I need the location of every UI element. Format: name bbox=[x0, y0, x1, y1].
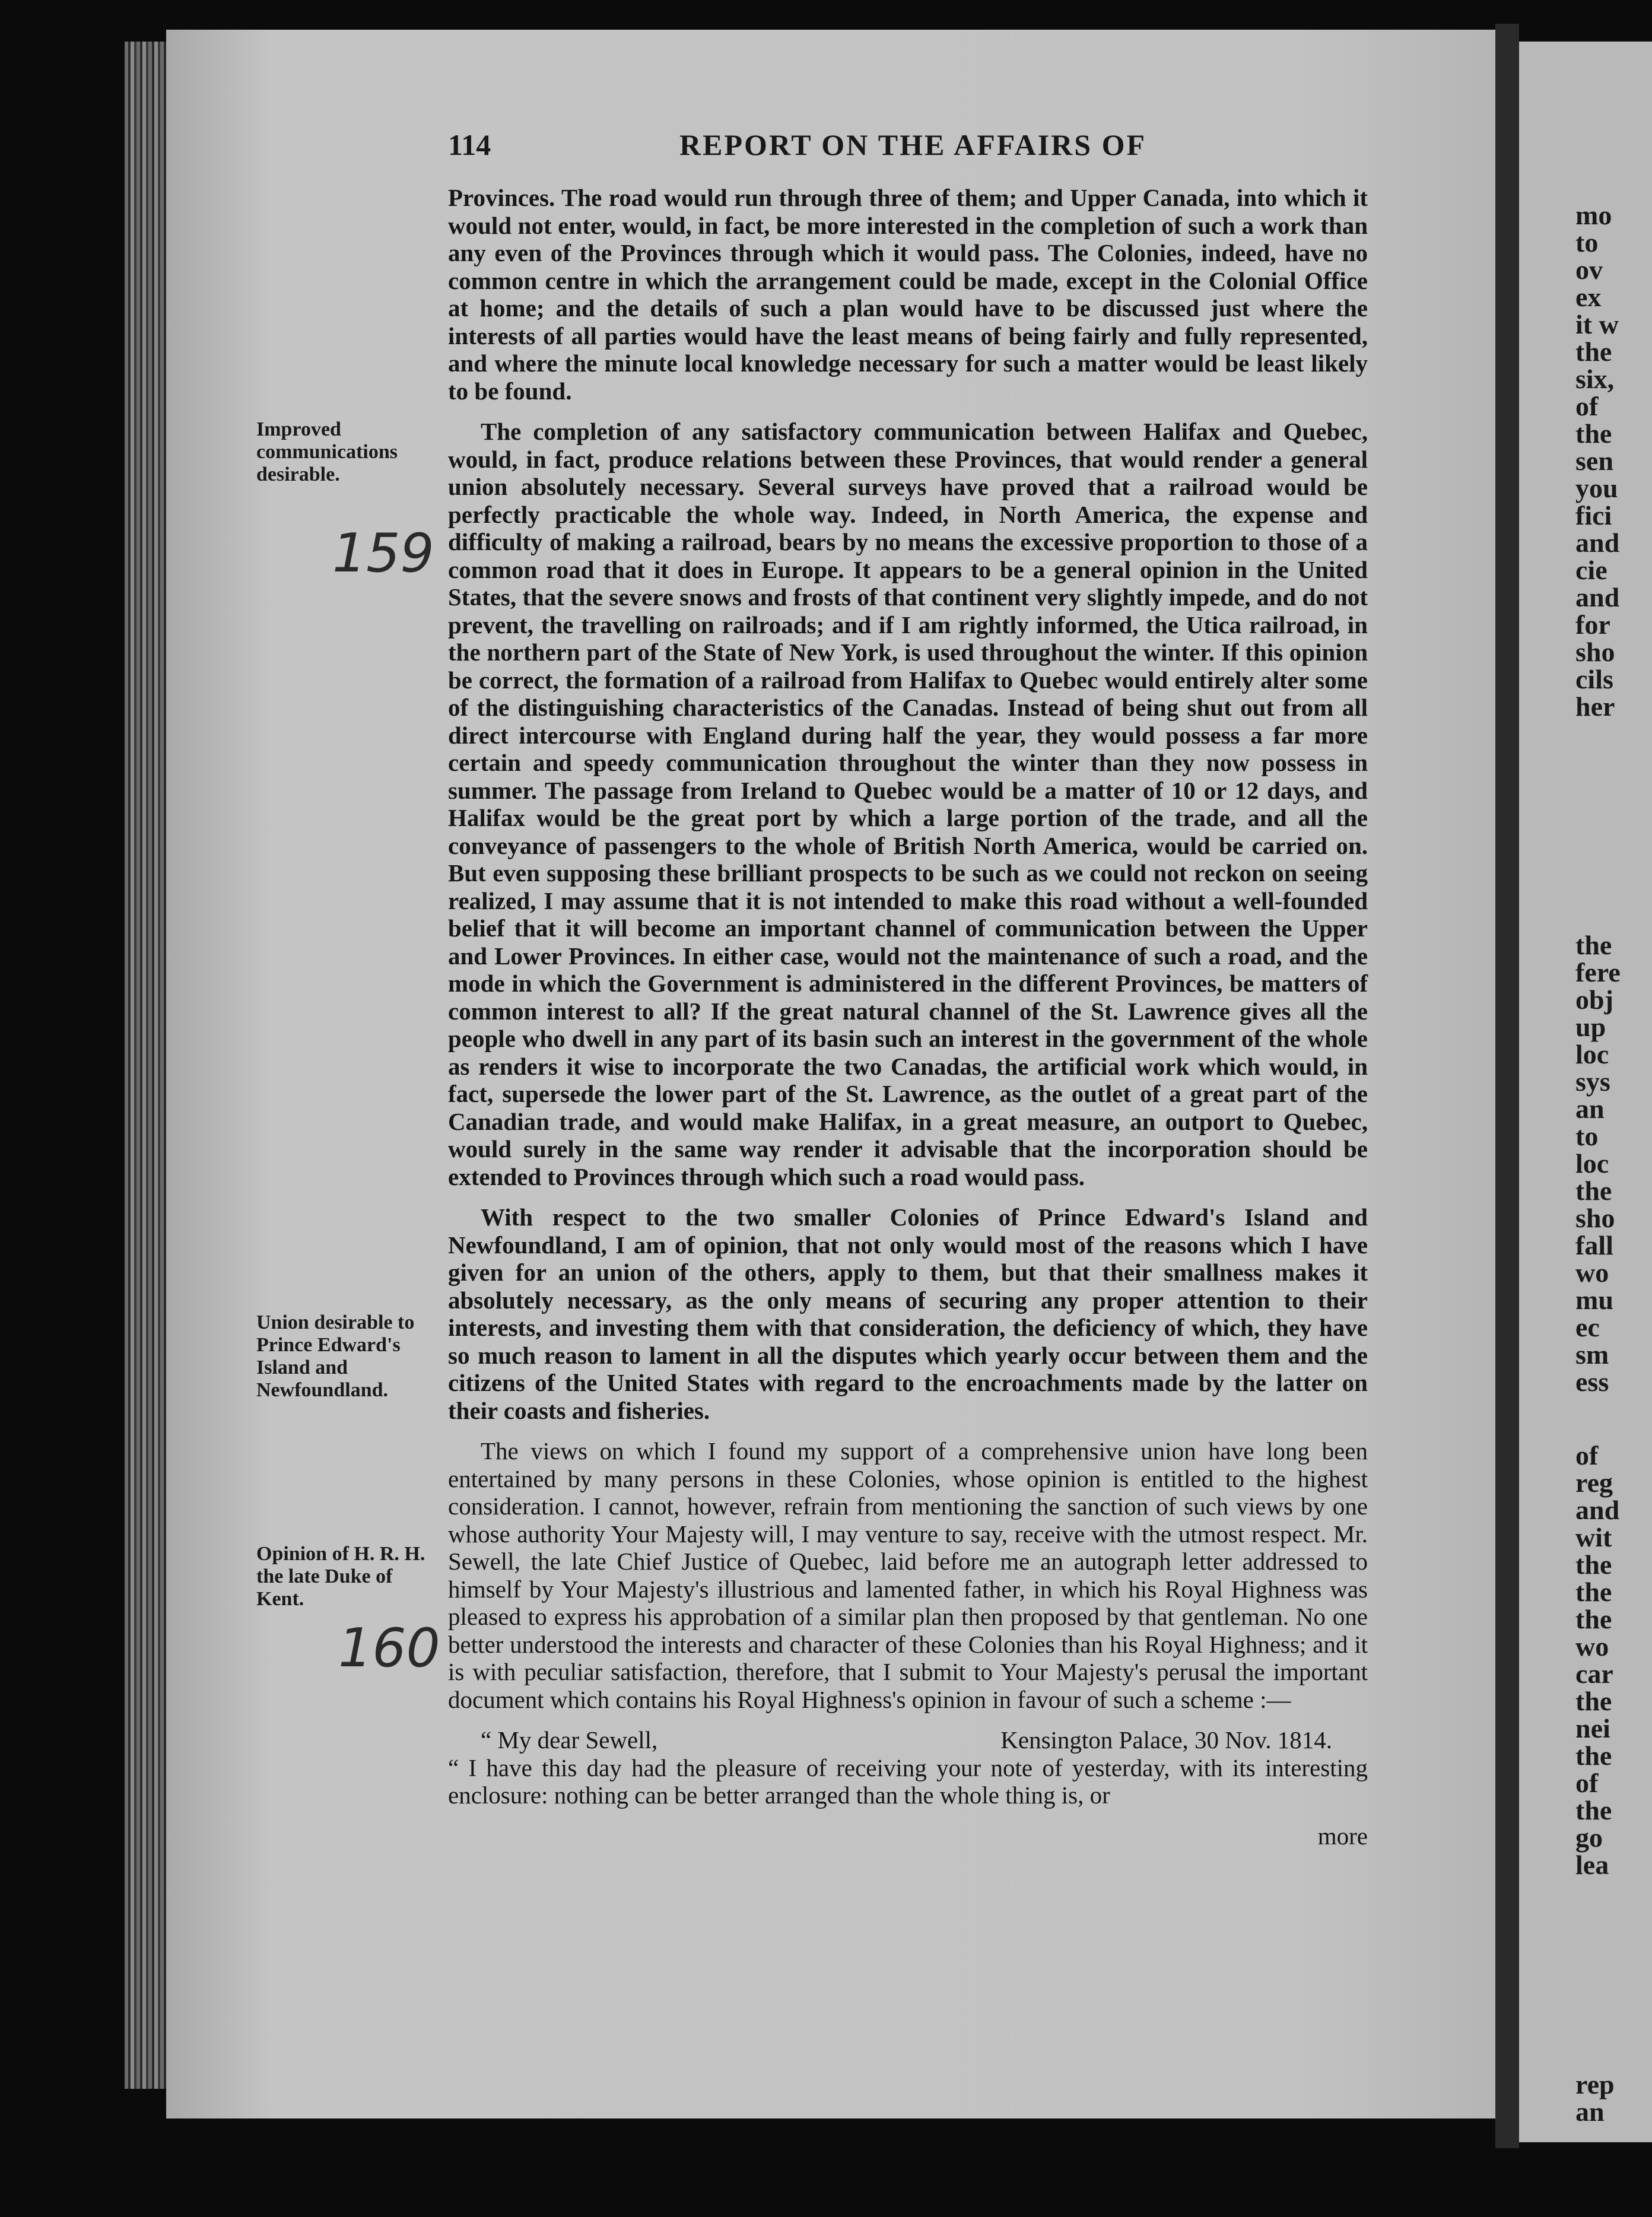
right-page-text-fragment: of bbox=[1575, 391, 1599, 421]
right-page-text-fragment: sen bbox=[1575, 446, 1613, 476]
right-page-text-fragment: an bbox=[1575, 1094, 1605, 1124]
right-page-text-fragment: car bbox=[1575, 1659, 1613, 1689]
right-page-text-fragment: sys bbox=[1575, 1066, 1610, 1097]
book-gutter bbox=[1495, 24, 1519, 2148]
right-page-text-fragment: to bbox=[1575, 1121, 1599, 1151]
right-page-text-fragment: wit bbox=[1575, 1522, 1612, 1552]
right-page-text-fragment: fere bbox=[1575, 957, 1621, 987]
right-page-text-fragment: go bbox=[1575, 1822, 1603, 1853]
letter-salutation: “ My dear Sewell, bbox=[481, 1726, 658, 1754]
right-page-text-fragment: of bbox=[1575, 1440, 1599, 1470]
right-page-text-fragment: reg bbox=[1575, 1468, 1613, 1498]
page-body-text bbox=[448, 184, 1368, 1863]
right-page-text-fragment: the bbox=[1575, 1795, 1612, 1825]
paragraph: The views on which I found my support of a comprehensive union have long been entertained by many persons in these Colonies, whose opinion is entitled to the highest consideration. I cannot, however, refrain from mentioning the sanction of such views by one whose authority Your Majesty will, I may venture to say, receive with the utmost respect. Mr. Sewell, the late Chief Justice of Quebec, laid before me an autograph letter addressed to himself by Your Majesty's illustrious and lamented father, in which his Royal Highness was pleased to express his approbation of a similar plan then proposed by that gentleman. No one better understood the interests and character of these Colonies than his Royal Highness; and it is with peculiar satisfaction, therefore, that I submit to Your Majesty's perusal the important document which contains his Royal Highness's opinion in favour of such a scheme :— bbox=[448, 1437, 1368, 1713]
right-page-text-fragment: six, bbox=[1575, 364, 1615, 394]
right-page-text-fragment: of bbox=[1575, 1768, 1599, 1798]
right-page-text-fragment: obj bbox=[1575, 984, 1613, 1015]
right-page-text-fragment: the bbox=[1575, 930, 1612, 960]
right-page-text-fragment: the bbox=[1575, 336, 1612, 367]
right-page-text-fragment: it w bbox=[1575, 309, 1619, 339]
running-title: REPORT ON THE AFFAIRS OF bbox=[679, 128, 1147, 161]
right-page-text-fragment: the bbox=[1575, 1740, 1612, 1771]
right-page-text-fragment: and bbox=[1575, 582, 1620, 612]
right-page-text-fragment: loc bbox=[1575, 1148, 1609, 1179]
pencil-annotation-159: 159 bbox=[332, 522, 434, 585]
right-page-text-fragment: lea bbox=[1575, 1850, 1609, 1880]
right-page-text-fragment: the bbox=[1575, 1549, 1612, 1580]
right-page-text-fragment: ov bbox=[1575, 255, 1603, 285]
right-page-text-fragment: fall bbox=[1575, 1230, 1613, 1260]
right-page-text-fragment: mo bbox=[1575, 200, 1612, 230]
right-page-text-fragment: the bbox=[1575, 418, 1612, 449]
right-page-text-fragment: an bbox=[1575, 2097, 1605, 2127]
right-page-text-fragment: ess bbox=[1575, 1367, 1609, 1397]
paragraph: With respect to the two smaller Colonies of Prince Edward's Island and Newfoundland, I am of opinion, that not only would most of the reasons which I have given for an union of the others, apply to them, but that their smallness makes it absolutely necessary, as the only means of securing any proper attention to their interests, and investing them with that consideration, the deficiency of which, they have so much reason to lament in all the disputes which yearly occur between them and the citizens of the United States with regard to the encroachments made by the latter on their coasts and fisheries. bbox=[448, 1203, 1368, 1424]
right-page-text-fragment: ec bbox=[1575, 1312, 1600, 1342]
right-page-text-fragment: cie bbox=[1575, 555, 1607, 585]
right-page-text-fragment: and bbox=[1575, 528, 1620, 558]
letter-place-date: Kensington Palace, 30 Nov. 1814. bbox=[1000, 1726, 1332, 1754]
right-page-text-fragment: you bbox=[1575, 473, 1618, 503]
paragraph: Provinces. The road would run through three of them; and Upper Canada, into which it would not enter, would, in fact, be more interested in the completion of such a work than any even of the Provinces through which it would pass. The Colonies, indeed, have no common centre in which the arrangement could be made, except in the Colonial Office at home; and the details of such a plan would have to be discussed just where the interests of all parties would have the least means of being fairly and fully represented, and where the minute local knowledge necessary for such a matter would be least likely to be found. bbox=[448, 184, 1368, 405]
right-page-text-fragment: ex bbox=[1575, 282, 1602, 312]
right-page-text-fragment: her bbox=[1575, 691, 1615, 722]
margin-note-communications: Improved communications desirable. bbox=[256, 418, 398, 485]
catchword: more bbox=[1317, 1822, 1368, 1850]
right-page-text-fragment: the bbox=[1575, 1176, 1612, 1206]
right-page-text-fragment: up bbox=[1575, 1012, 1606, 1042]
right-page-text-fragment: loc bbox=[1575, 1039, 1609, 1069]
right-page-text-fragment: and bbox=[1575, 1495, 1620, 1525]
right-page-text-fragment: to bbox=[1575, 227, 1599, 258]
margin-note-union: Union desirable to Prince Edward's Island and Newfoundland. bbox=[256, 1311, 415, 1401]
right-page-text-fragment: sho bbox=[1575, 637, 1615, 667]
right-page-text-fragment: the bbox=[1575, 1577, 1612, 1607]
margin-note-duke-of-kent: Opinion of H. R. H. the late Duke of Kent. bbox=[256, 1543, 425, 1610]
right-page-text-fragment: mu bbox=[1575, 1285, 1613, 1315]
right-page-text-fragment: wo bbox=[1575, 1631, 1609, 1662]
paragraph: The completion of any satisfactory communication between Halifax and Quebec, would, in fact, produce relations between these Provinces, that would render a general union absolutely necessary. Several surveys have proved that a railroad would be perfectly practicable the whole way. Indeed, in North America, the expense and difficulty of making a railroad, bears by no means the excessive proportion to those of a common road that it does in Europe. It appears to be a general opinion in the United States, that the severe snows and frosts of that continent very slightly impede, and do not prevent, the travelling on railroads; and if I am rightly informed, the Utica railroad, in the northern part of the State of New York, is used throughout the winter. If this opinion be correct, the formation of a railroad from Halifax to Quebec would entirely alter some of the distinguishing characteristics of the Canadas. Instead of being shut out from all direct intercourse with England during half the year, they would possess a far more certain and speedy communication throughout the winter than they now possess in summer. The passage from Ireland to Quebec would be a matter of 10 or 12 days, and Halifax would be the great port by which a large portion of the trade, and all the conveyance of passengers to the whole of British North America, would be carried on. But even supposing these brilliant prospects to be such as we could not reckon on seeing realized, I may assume that it is not intended to make this road without a well-founded belief that it will become an important channel of communication between the Upper and Lower Provinces. In either case, would not the maintenance of such a road, and the mode in which the Government is administered in the different Provinces, be matters of common interest to all? If the great natural channel of the St. Lawrence gives all the people who dwell in any part of its basin such an interest in the government of the whole as renders it wise to incorporate the two Canadas, the artificial work which would, in fact, supersede the lower part of the St. Lawrence, as the outlet of a great part of the Canadian trade, and would make Halifax, in a great measure, an outport to Quebec, would surely in the same way render it advisable that the incorporation should be extended to Provinces through which such a road would pass. bbox=[448, 418, 1368, 1190]
right-page-text-fragment: the bbox=[1575, 1604, 1612, 1634]
right-page-text-fragment: sho bbox=[1575, 1203, 1615, 1233]
right-page-text-fragment: sm bbox=[1575, 1339, 1609, 1370]
pencil-annotation-160: 160 bbox=[338, 1617, 440, 1679]
right-page-text-fragment: nei bbox=[1575, 1713, 1610, 1743]
right-page-text-fragment: the bbox=[1575, 1686, 1612, 1716]
right-page-text-fragment: for bbox=[1575, 609, 1610, 640]
right-page-text-fragment: wo bbox=[1575, 1257, 1609, 1288]
letter-body: “ I have this day had the pleasure of receiving your note of yesterday, with its interesting enclosure: nothing can be better arranged than the whole thing is, or bbox=[448, 1754, 1368, 1809]
page-header bbox=[430, 128, 1356, 169]
letter-heading bbox=[448, 1726, 1368, 1754]
right-page-text-fragment: cils bbox=[1575, 664, 1613, 694]
book-page-right-fragment bbox=[1519, 42, 1652, 2142]
right-page-text-fragment: fici bbox=[1575, 500, 1612, 531]
page-number: 114 bbox=[448, 128, 491, 161]
right-page-text-fragment: rep bbox=[1575, 2069, 1615, 2100]
